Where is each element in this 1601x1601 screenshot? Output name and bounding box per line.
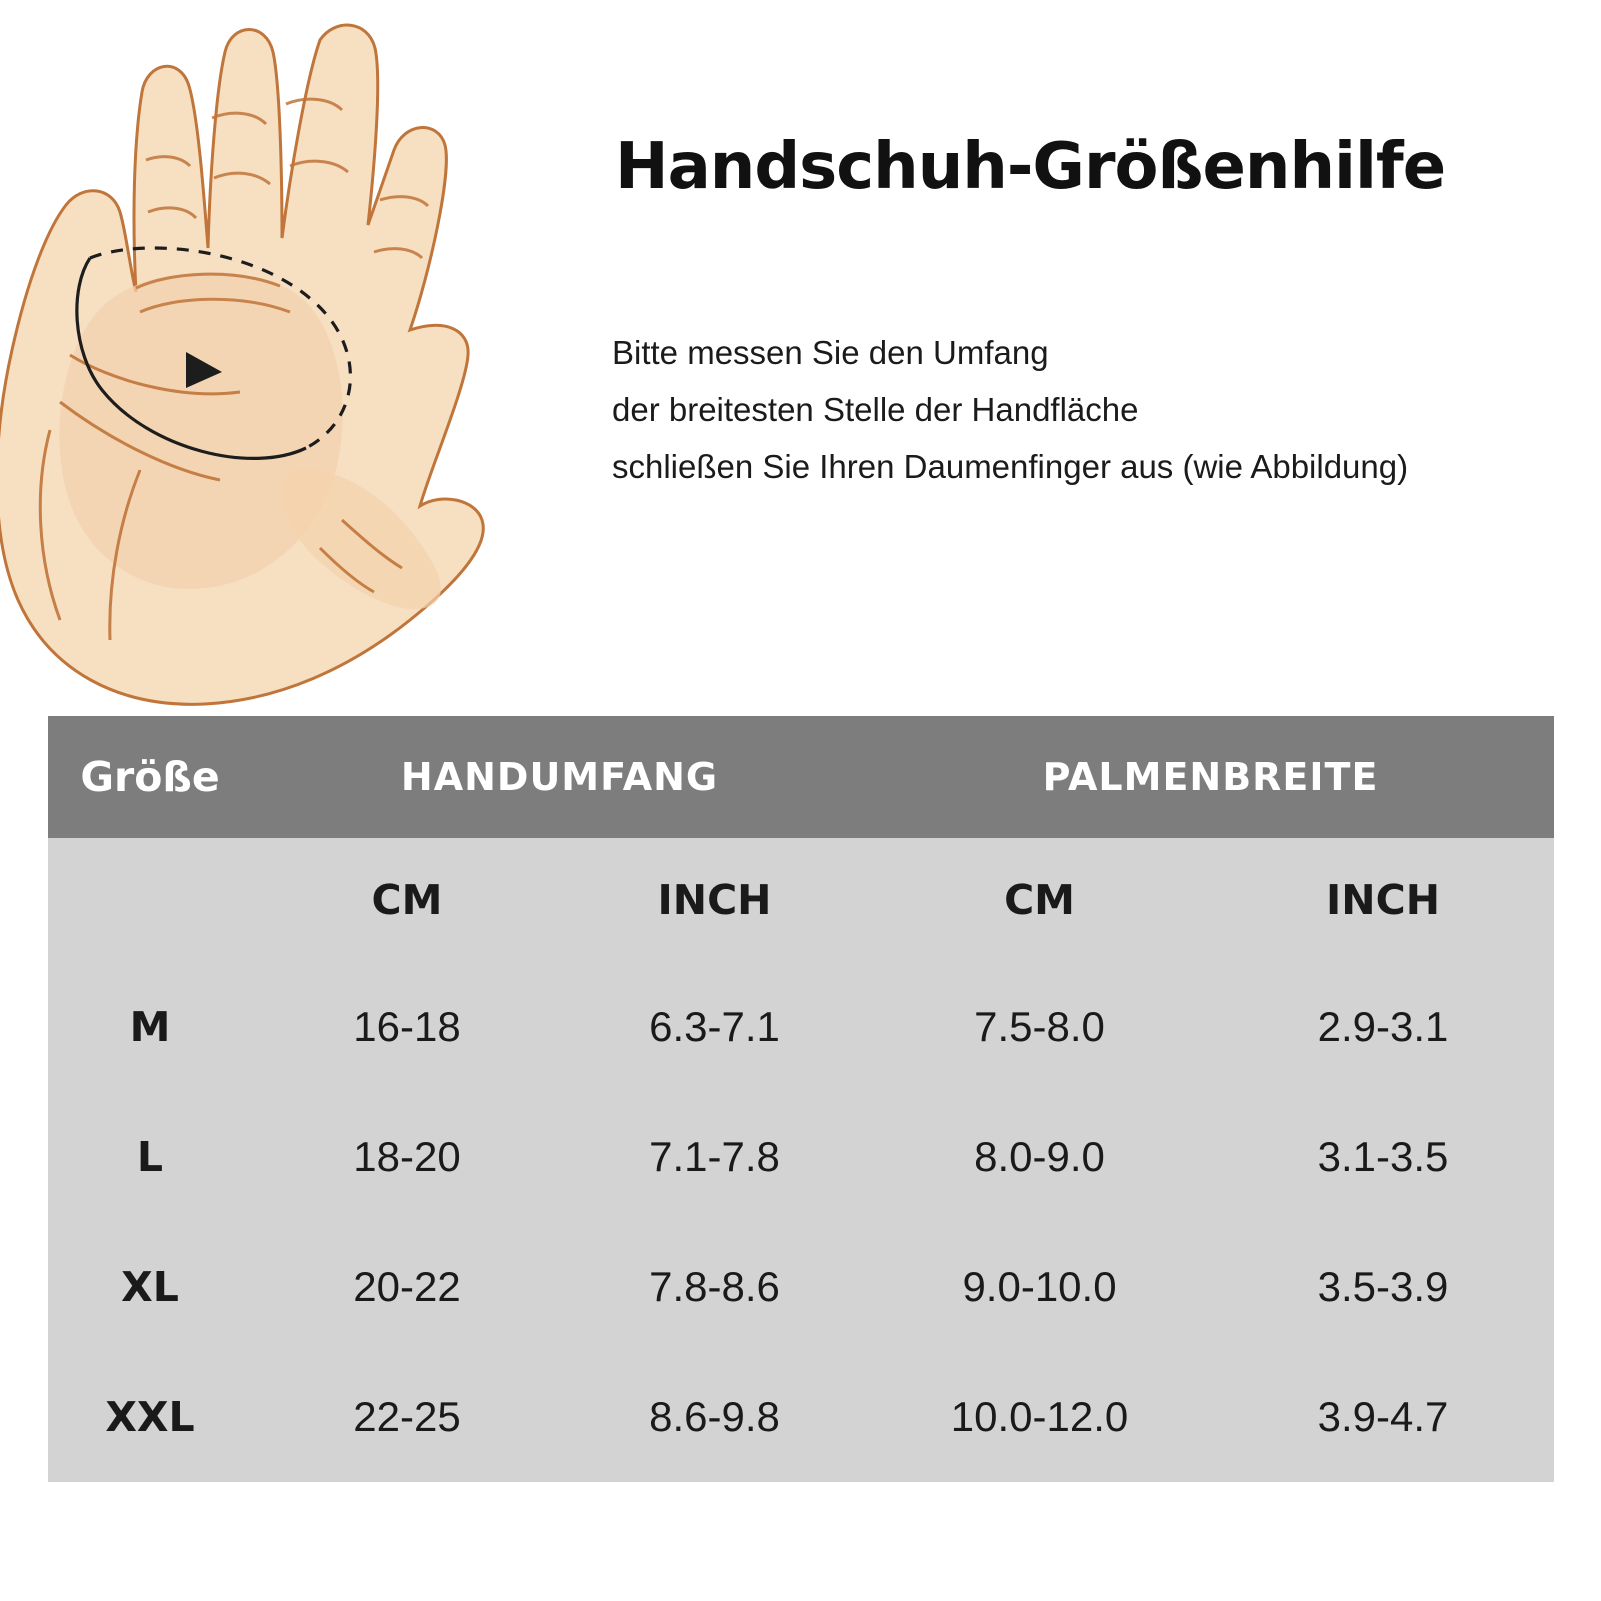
row-size: M — [129, 1003, 171, 1051]
row-palm-inch: 3.1-3.5 — [1317, 1133, 1449, 1180]
row-size: XL — [121, 1263, 179, 1311]
row-circumference-cm: 18-20 — [353, 1133, 461, 1180]
row-palm-inch: 3.5-3.9 — [1317, 1263, 1449, 1310]
table-row — [48, 1352, 1554, 1482]
unit-palm-cm: CM — [1004, 876, 1075, 924]
top-section — [0, 0, 1601, 720]
column-header-palm-width: PALMENBREITE — [867, 716, 1554, 838]
row-circumference-inch: 7.8-8.6 — [649, 1263, 780, 1310]
row-size: L — [136, 1133, 164, 1181]
row-palm-cm: 10.0-12.0 — [950, 1393, 1129, 1440]
table-header-row — [48, 716, 1554, 838]
table-unit-row — [48, 838, 1554, 962]
row-circumference-cm: 20-22 — [353, 1263, 461, 1310]
row-circumference-inch: 7.1-7.8 — [649, 1133, 780, 1180]
row-palm-cm: 7.5-8.0 — [974, 1003, 1105, 1050]
row-size: XXL — [105, 1393, 195, 1441]
measurement-instructions — [612, 325, 1408, 495]
row-palm-inch: 2.9-3.1 — [1317, 1003, 1449, 1050]
row-circumference-inch: 6.3-7.1 — [649, 1003, 780, 1050]
row-circumference-cm: 22-25 — [353, 1393, 461, 1440]
table-row — [48, 1222, 1554, 1352]
row-circumference-inch: 8.6-9.8 — [649, 1393, 780, 1440]
hand-palm-measurement-illustration — [0, 0, 550, 715]
instruction-line-3: schließen Sie Ihren Daumenfinger aus (wie Abbildung) — [612, 447, 1409, 485]
unit-palm-inch: INCH — [1326, 876, 1441, 924]
instruction-line-1: Bitte messen Sie den Umfang — [612, 334, 1049, 371]
unit-circumference-inch: INCH — [657, 876, 772, 924]
instruction-line-2: der breitesten Stelle der Handfläche — [612, 390, 1139, 428]
page-title: Handschuh-Größenhilfe — [615, 130, 1446, 204]
unit-circumference-cm: CM — [371, 876, 443, 924]
row-palm-cm: 9.0-10.0 — [962, 1263, 1117, 1310]
row-palm-cm: 8.0-9.0 — [974, 1133, 1105, 1180]
size-chart-table — [48, 716, 1554, 1482]
row-palm-inch: 3.9-4.7 — [1317, 1393, 1449, 1440]
column-header-size: Größe — [48, 716, 252, 838]
table-row — [48, 962, 1554, 1092]
unit-cell-empty — [48, 838, 252, 962]
table-row — [48, 1092, 1554, 1222]
row-circumference-cm: 16-18 — [353, 1003, 461, 1050]
column-header-hand-circumference: HANDUMFANG — [252, 716, 867, 838]
